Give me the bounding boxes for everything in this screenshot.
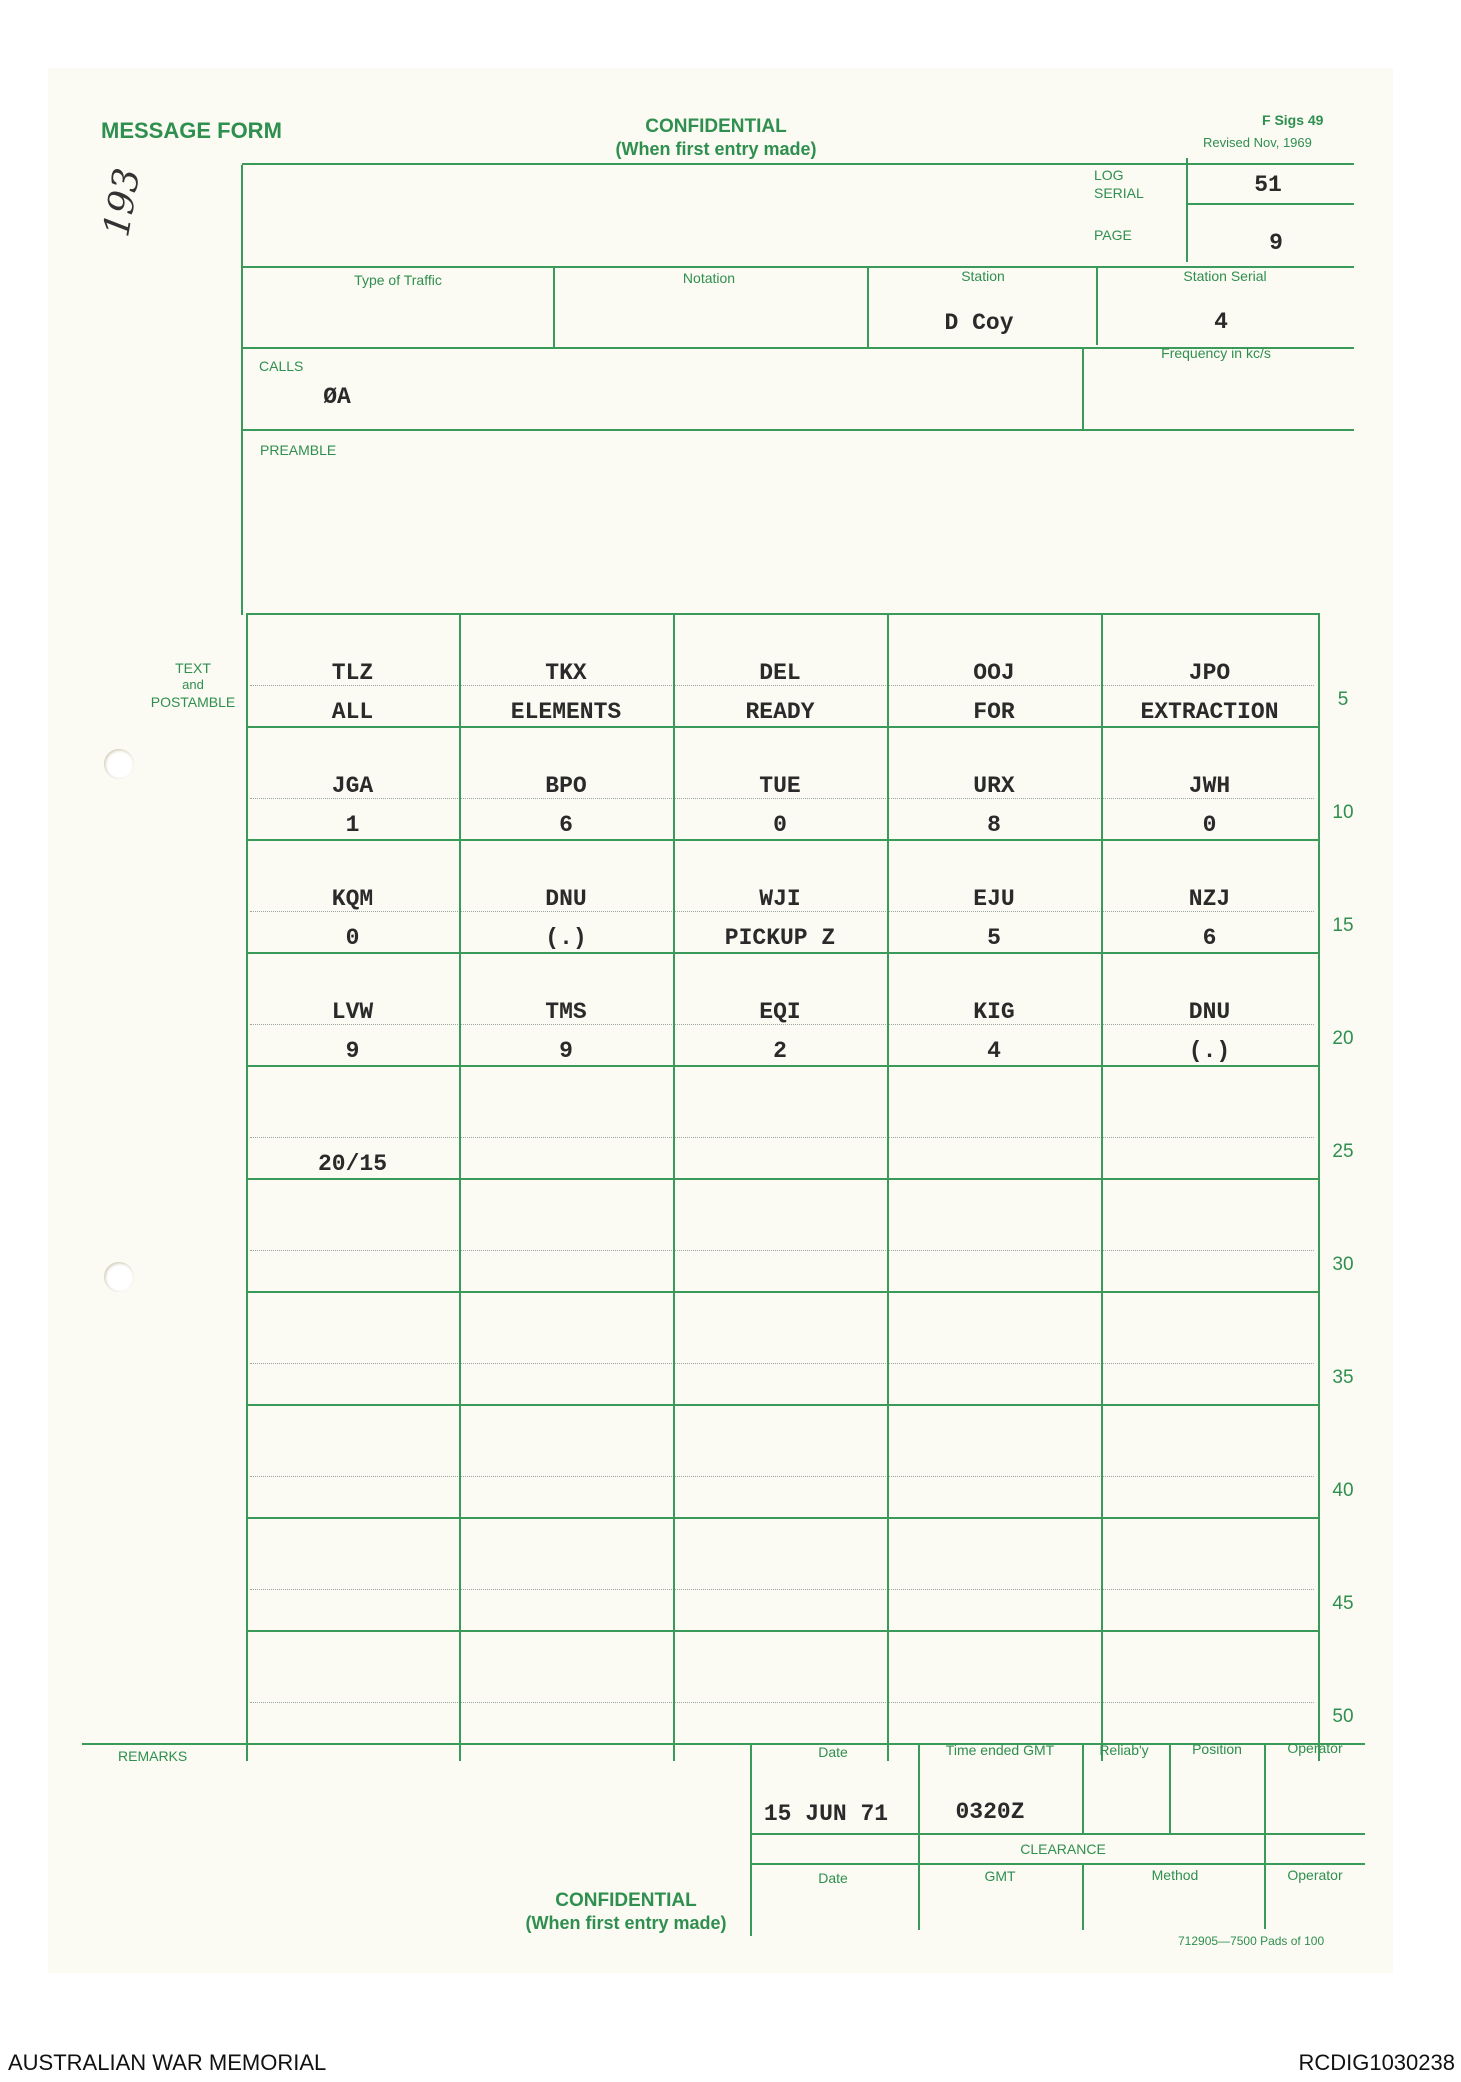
- station-serial-value: 4: [1214, 309, 1228, 335]
- form-title: MESSAGE FORM: [101, 118, 282, 143]
- time-ended-value: 0320Z: [955, 1799, 1025, 1825]
- revision-date: Revised Nov, 1969: [1203, 135, 1312, 150]
- group-count: 25: [1332, 1141, 1354, 1162]
- print-code: 712905—7500 Pads of 100: [1178, 1934, 1325, 1948]
- grid-column-rule: [459, 613, 461, 1761]
- group-plaintext: ELEMENTS: [510, 699, 622, 725]
- group-plaintext: 0: [773, 812, 787, 838]
- operator-label: Operator: [1287, 1740, 1343, 1756]
- rule: [1082, 1743, 1084, 1833]
- group-count: 35: [1332, 1367, 1354, 1388]
- station-serial-label: Station Serial: [1183, 268, 1267, 284]
- grid-row-rule: [246, 726, 1318, 728]
- group-plaintext: 9: [345, 1038, 360, 1064]
- group-count: 50: [1332, 1706, 1354, 1727]
- group-code: URX: [973, 773, 1015, 799]
- group-code: DNU: [545, 886, 587, 912]
- form-code: F Sigs 49: [1262, 112, 1324, 128]
- group-plaintext: 9: [559, 1038, 573, 1064]
- group-plaintext: EXTRACTION: [1140, 699, 1279, 725]
- group-count: 40: [1332, 1480, 1354, 1501]
- group-code: JPO: [1188, 660, 1231, 686]
- date-value: 15 JUN 71: [763, 1801, 889, 1827]
- grid-dotted-guide: [250, 1702, 1314, 1703]
- group-plaintext: 4: [987, 1038, 1001, 1064]
- rule: [1187, 203, 1354, 205]
- punch-hole: [104, 1262, 134, 1292]
- log-serial-value: 51: [1254, 172, 1282, 198]
- grid-column-rule: [1318, 613, 1320, 1761]
- grid-row-rule: [246, 1404, 1318, 1406]
- group-code: OOJ: [973, 660, 1015, 686]
- rule: [750, 1743, 752, 1936]
- rule: [82, 1743, 1365, 1745]
- group-count: 20: [1332, 1028, 1354, 1049]
- group-code: TMS: [545, 999, 587, 1025]
- group-code: DEL: [759, 660, 801, 686]
- classification-top: CONFIDENTIAL: [645, 116, 787, 137]
- group-plaintext: FOR: [973, 699, 1015, 725]
- clearance-gmt-label: GMT: [984, 1868, 1016, 1884]
- classification-note-bottom: (When first entry made): [525, 1913, 727, 1933]
- station-value: D Coy: [944, 310, 1014, 336]
- postamble-label: POSTAMBLE: [150, 694, 236, 710]
- rule: [1096, 267, 1098, 345]
- group-code: EQI: [759, 999, 801, 1025]
- group-count: 10: [1332, 802, 1354, 823]
- group-code: EJU: [973, 886, 1015, 912]
- group-code: WJI: [759, 886, 801, 912]
- group-plaintext: 6: [559, 812, 573, 838]
- grid-dotted-guide: [250, 1363, 1314, 1364]
- page-label: PAGE: [1094, 227, 1132, 243]
- group-count: 30: [1332, 1254, 1354, 1275]
- grid-column-rule: [246, 613, 248, 1761]
- rule: [751, 1833, 1365, 1835]
- rule: [1082, 1864, 1084, 1930]
- group-count: 15: [1332, 915, 1354, 936]
- group-plaintext: ALL: [331, 699, 374, 725]
- group-plaintext: 1: [345, 812, 360, 838]
- rule: [1186, 158, 1188, 262]
- grid-row-rule: [246, 613, 1318, 615]
- group-plaintext: 20/15: [317, 1151, 388, 1177]
- remarks-label: REMARKS: [118, 1748, 188, 1764]
- rule: [751, 1863, 1365, 1865]
- group-code: TLZ: [331, 660, 374, 686]
- group-plaintext: (.): [545, 925, 587, 951]
- rule: [1264, 1743, 1266, 1929]
- punch-hole: [104, 749, 134, 779]
- clearance-label: CLEARANCE: [1020, 1841, 1106, 1857]
- group-code: JGA: [331, 773, 374, 799]
- reliability-label: Reliab'y: [1099, 1742, 1149, 1758]
- group-plaintext: (.): [1188, 1038, 1231, 1064]
- grid-dotted-guide: [250, 1589, 1314, 1590]
- grid-column-rule: [673, 613, 675, 1761]
- grid-dotted-guide: [250, 1476, 1314, 1477]
- group-code: NZJ: [1188, 886, 1231, 912]
- grid-row-rule: [246, 952, 1318, 954]
- group-code: KIG: [973, 999, 1015, 1025]
- page-value: 9: [1269, 230, 1283, 256]
- rule: [241, 165, 243, 615]
- grid-row-rule: [246, 839, 1318, 841]
- position-label: Position: [1192, 1741, 1242, 1757]
- group-plaintext: PICKUP Z: [724, 925, 836, 951]
- group-code: TKX: [545, 660, 587, 686]
- type-of-traffic-label: Type of Traffic: [354, 272, 442, 288]
- group-plaintext: 5: [987, 925, 1001, 951]
- clearance-date-label: Date: [818, 1870, 848, 1886]
- classification-note-top: (When first entry made): [615, 139, 817, 159]
- grid-row-rule: [246, 1517, 1318, 1519]
- date-label: Date: [818, 1744, 848, 1760]
- group-plaintext: 0: [1202, 812, 1217, 838]
- group-plaintext: 0: [345, 925, 360, 951]
- notation-label: Notation: [682, 270, 736, 286]
- grid-dotted-guide: [250, 1137, 1314, 1138]
- group-code: BPO: [545, 773, 587, 799]
- text-and-label: and: [182, 677, 204, 692]
- log-serial-label: LOG SERIAL: [1094, 167, 1144, 201]
- station-label: Station: [961, 268, 1005, 284]
- rule: [1169, 1743, 1171, 1833]
- calls-label: CALLS: [259, 358, 304, 374]
- group-plaintext: 6: [1202, 925, 1217, 951]
- grid-dotted-guide: [250, 1250, 1314, 1251]
- group-plaintext: 8: [987, 812, 1001, 838]
- calls-value: ØA: [323, 384, 351, 410]
- grid-row-rule: [246, 1178, 1318, 1180]
- rule: [242, 429, 1354, 431]
- preamble-label: PREAMBLE: [260, 442, 337, 458]
- text-label: TEXT: [175, 660, 211, 676]
- group-code: TUE: [759, 773, 801, 799]
- rule: [867, 267, 869, 349]
- grid-row-rule: [246, 1291, 1318, 1293]
- group-code: DNU: [1188, 999, 1231, 1025]
- group-plaintext: 2: [773, 1038, 787, 1064]
- time-ended-label: Time ended GMT: [945, 1742, 1055, 1758]
- group-code: LVW: [331, 999, 374, 1025]
- rule: [1082, 347, 1084, 429]
- frequency-label: Frequency in kc/s: [1161, 345, 1271, 361]
- clearance-operator-label: Operator: [1287, 1867, 1343, 1883]
- grid-row-rule: [246, 1065, 1318, 1067]
- classification-bottom: CONFIDENTIAL: [555, 1890, 697, 1911]
- group-count: 45: [1332, 1593, 1354, 1614]
- group-code: JWH: [1188, 773, 1231, 799]
- rule: [553, 267, 555, 349]
- rule: [918, 1743, 920, 1930]
- grid-column-rule: [887, 613, 889, 1761]
- grid-column-rule: [1101, 613, 1103, 1761]
- grid-row-rule: [246, 1630, 1318, 1632]
- footer-id: RCDIG1030238: [1298, 2050, 1455, 2075]
- group-plaintext: READY: [745, 699, 815, 725]
- handwritten-note: 193: [96, 165, 149, 240]
- group-code: KQM: [331, 886, 374, 912]
- clearance-method-label: Method: [1151, 1867, 1199, 1883]
- footer-source: AUSTRALIAN WAR MEMORIAL: [8, 2050, 327, 2075]
- group-count: 5: [1337, 689, 1349, 710]
